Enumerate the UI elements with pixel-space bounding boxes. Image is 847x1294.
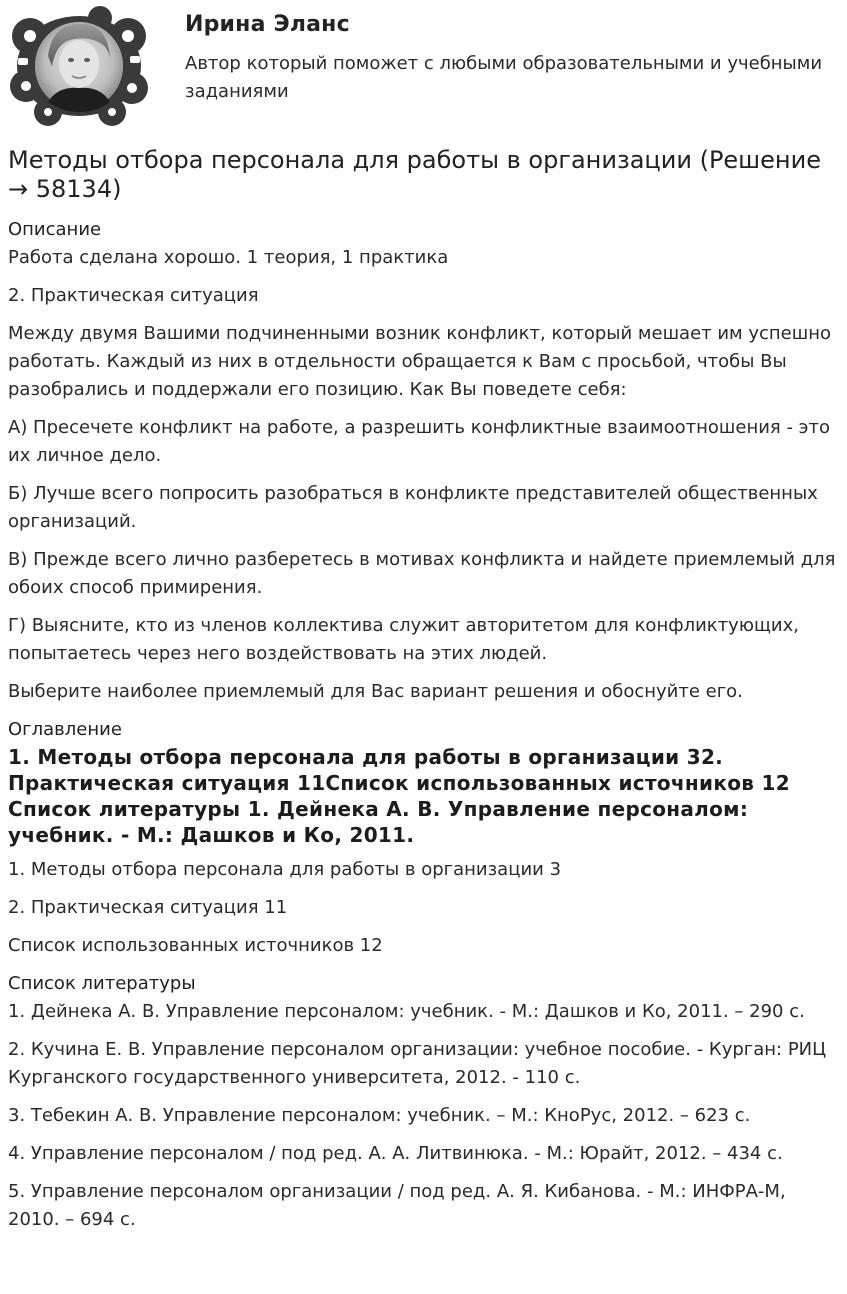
author-header — [0, 0, 847, 135]
description-paragraph: Г) Выясните, кто из членов коллектива служит авторитетом для конфликтующих, попытаетесь через него воздействовать на этих людей. — [8, 615, 799, 664]
description-paragraph: А) Пресечете конфликт на работе, а разрешить конфликтные взаимоотношения - это их личное дело. — [8, 417, 831, 466]
literature-item: 2. Кучина Е. В. Управление персоналом организации: учебное пособие. - Курган: РИЦ Курганского государственного университета, 2012. - 110 с. — [8, 1039, 827, 1088]
description-paragraph: 2. Практическая ситуация — [8, 285, 259, 306]
avatar-image — [8, 6, 150, 126]
description-paragraph: В) Прежде всего лично разберетесь в мотивах конфликта и найдете приемлемый для обоих способ примирения. — [8, 549, 836, 598]
toc-item: 1. Методы отбора персонала для работы в организации 3 — [8, 859, 562, 880]
work-content — [8, 146, 840, 1244]
toc-item: Список использованных источников 12 — [8, 935, 383, 956]
description-paragraph: Работа сделана хорошо. 1 теория, 1 практика — [8, 247, 449, 268]
literature-item: 3. Тебекин А. В. Управление персоналом: учебник. – М.: КноРус, 2012. – 623 с. — [8, 1105, 751, 1126]
toc-item: 2. Практическая ситуация 11 — [8, 897, 288, 918]
page-title: Методы отбора персонала для работы в организации (Решение → 58134) — [8, 146, 821, 203]
literature-item: 5. Управление персоналом организации / под ред. А. Я. Кибанова. - М.: ИНФРА-М, 2010. – 694 с. — [8, 1181, 786, 1230]
literature-item: 4. Управление персоналом / под ред. А. А. Литвинюка. - М.: Юрайт, 2012. – 434 с. — [8, 1143, 783, 1164]
author-name[interactable]: Ирина Эланс — [185, 12, 350, 37]
description-paragraph: Выберите наиболее приемлемый для Вас вариант решения и обоснуйте его. — [8, 681, 743, 702]
toc-summary: 1. Методы отбора персонала для работы в организации 32. Практическая ситуация 11Список использованных источников 12 Список литературы 1. Дейнека А. В. Управление персоналом: учебник. - М.: Дашков и Ко, 2011. — [8, 745, 790, 847]
toc-label: Оглавление — [8, 719, 122, 740]
description-label: Описание — [8, 219, 102, 240]
avatar[interactable] — [8, 6, 150, 126]
author-description: Автор который поможет с любыми образовательными и учебными заданиями — [185, 53, 823, 102]
description-paragraph: Б) Лучше всего попросить разобраться в конфликте представителей общественных организаций. — [8, 483, 818, 532]
literature-label: Список литературы — [8, 973, 196, 994]
description-paragraph: Между двумя Вашими подчиненными возник конфликт, который мешает им успешно работать. Каждый из них в отдельности обращается к Вам с просьбой, чтобы Вы разобрались и поддержали его позицию. Как Вы поведете себя: — [8, 323, 831, 400]
literature-item: 1. Дейнека А. В. Управление персоналом: учебник. - М.: Дашков и Ко, 2011. – 290 с. — [8, 1001, 805, 1022]
